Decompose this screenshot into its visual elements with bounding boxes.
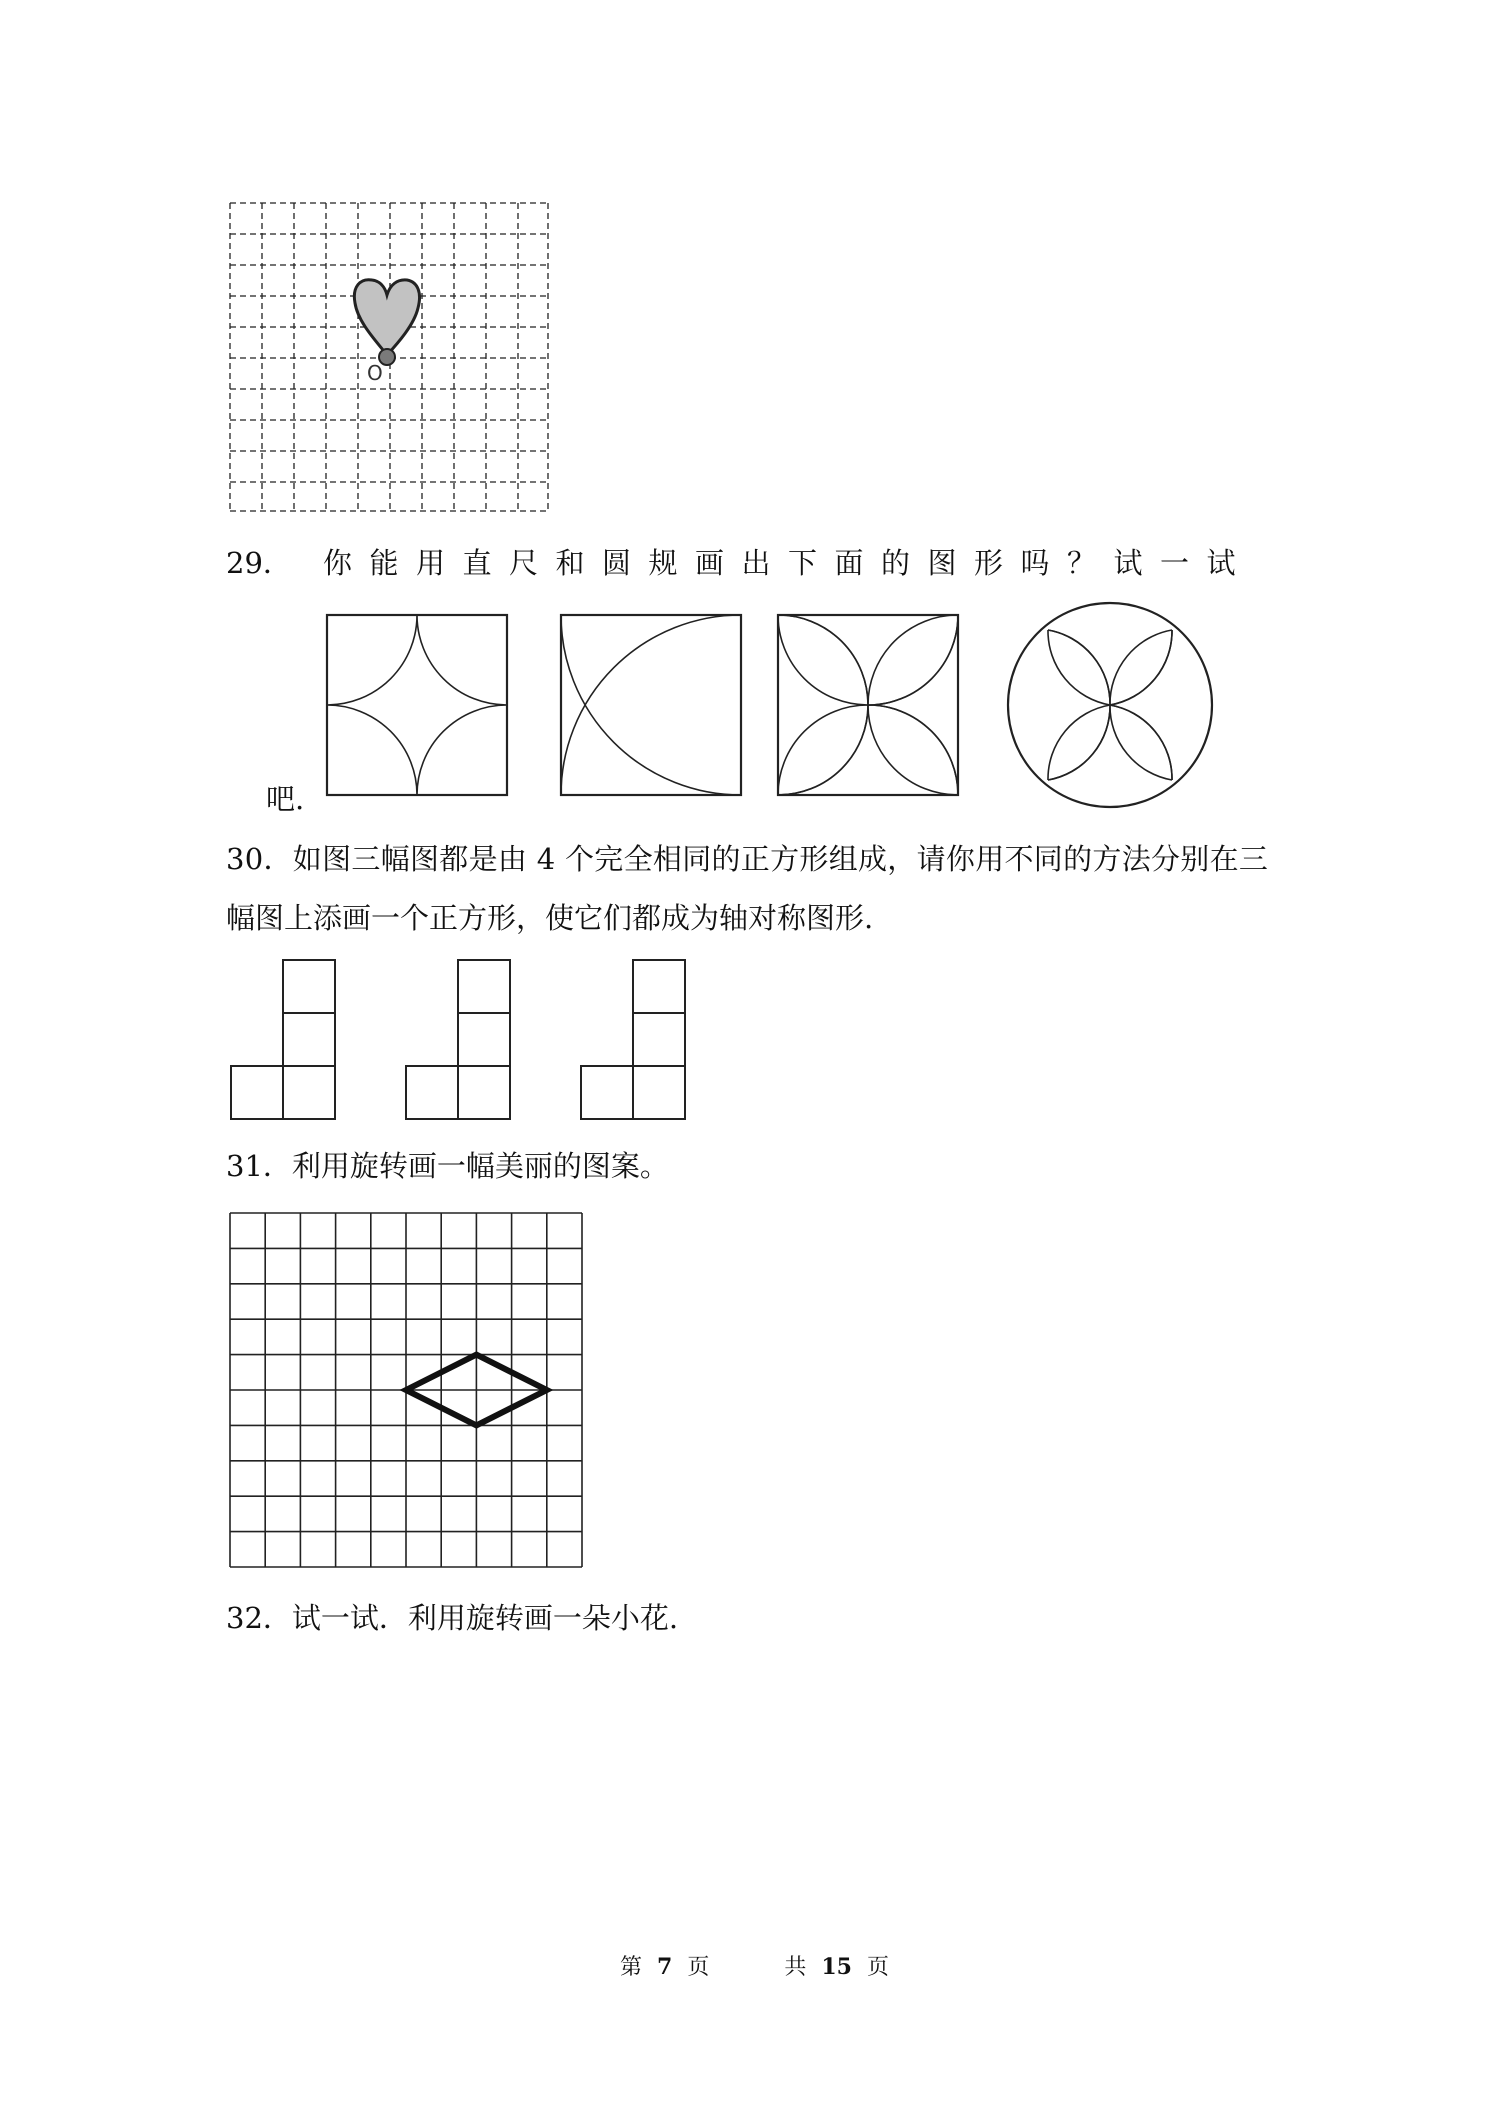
figure2-arcs	[561, 615, 741, 795]
q29-number: 29．	[226, 546, 292, 580]
q29-tail: 吧.	[266, 782, 305, 816]
figure1-square	[327, 615, 507, 795]
page-total: 15	[821, 1954, 852, 1980]
q31-rhombus-grid	[230, 1213, 590, 1573]
rotation-center-label: O	[367, 361, 383, 385]
q32-text: 32．试一试．利用旋转画一朵小花.	[226, 1601, 679, 1635]
page-prefix: 第	[620, 1955, 643, 1980]
total-suffix: 页	[866, 1955, 889, 1980]
q30-line2: 幅图上添画一个正方形，使它们都成为轴对称图形.	[226, 901, 874, 935]
heart-grid-figure	[230, 203, 550, 513]
q29-text: 你能用直尺和圆规画出下面的图形吗？试一试	[323, 546, 1254, 580]
figure1-arcs	[327, 615, 507, 795]
q30-line1: 30．如图三幅图都是由 4 个完全相同的正方形组成，请你用不同的方法分别在三	[226, 842, 1269, 876]
heart-shape	[354, 280, 419, 355]
figure2-square	[561, 615, 741, 795]
page-footer	[620, 1950, 889, 1981]
q30-square-figures	[230, 960, 730, 1130]
page-suffix: 页	[687, 1955, 710, 1980]
q29-compass-figures	[320, 600, 1320, 810]
page-current: 7	[657, 1954, 673, 1980]
q31-text: 31．利用旋转画一幅美丽的图案。	[226, 1149, 669, 1183]
total-prefix: 共	[784, 1955, 807, 1980]
